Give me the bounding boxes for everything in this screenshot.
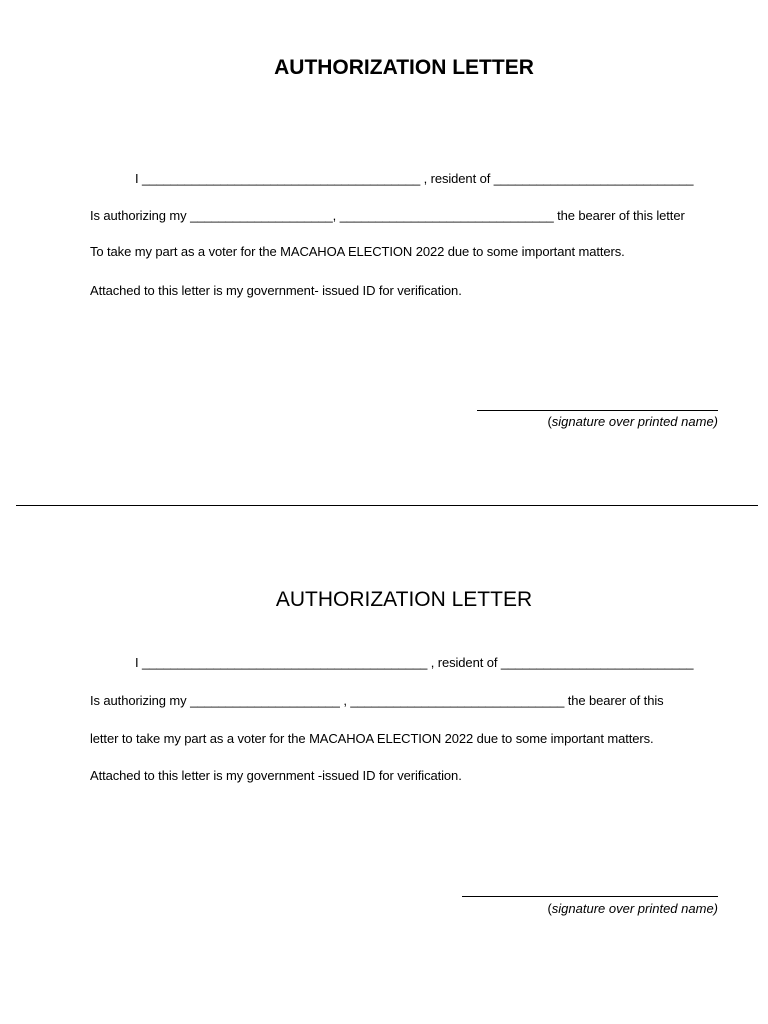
letter2-title: AUTHORIZATION LETTER [275, 588, 533, 611]
letter2-signature-line [462, 896, 718, 897]
letter1-authorizing-line: Is authorizing my ____________________, ______________________________ the bearer of this letter [90, 208, 685, 223]
letter1-attachment-line: Attached to this letter is my government- issued ID for verification. [90, 283, 462, 298]
letter1-signature-caption: (signature over printed name) [547, 414, 718, 429]
letter2-authorizing-line: Is authorizing my _____________________ , ______________________________ the bearer of this [90, 693, 664, 708]
letter1-purpose-line: To take my part as a voter for the MACAHOA ELECTION 2022 due to some important matters. [90, 244, 625, 259]
letter2-name-residence-line: I ________________________________________ , resident of ___________________________ [135, 655, 694, 670]
letter2-signature-caption: (signature over printed name) [547, 901, 718, 916]
letter1-title: AUTHORIZATION LETTER [274, 56, 534, 79]
page-divider [16, 505, 758, 506]
letter2-purpose-line: letter to take my part as a voter for the MACAHOA ELECTION 2022 due to some important matters. [90, 731, 654, 746]
letter1-signature-line [477, 410, 718, 411]
letter2-attachment-line: Attached to this letter is my government -issued ID for verification. [90, 768, 462, 783]
letter1-name-residence-line: I _______________________________________ , resident of ____________________________ [135, 171, 694, 186]
